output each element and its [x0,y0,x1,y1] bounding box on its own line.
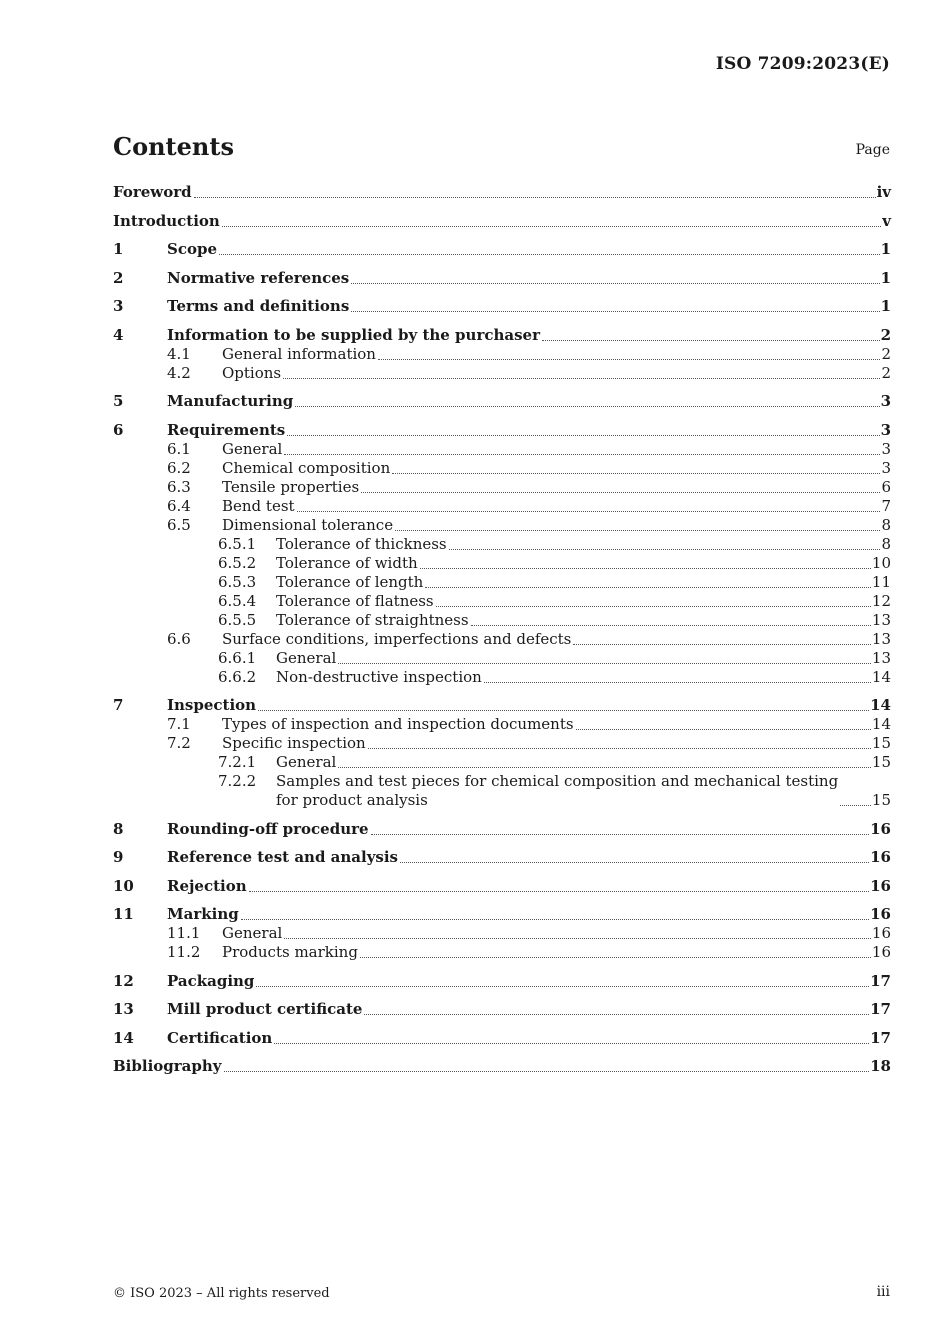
toc-entry-page: 16 [870,905,891,923]
dot-leader [425,587,871,588]
toc-entry-page: 3 [881,458,891,477]
toc-entry[interactable] [113,877,891,896]
dot-leader [573,644,871,645]
toc-entry-page: 3 [880,392,891,410]
toc-entry-number: 6.4 [167,496,191,515]
dot-leader [256,986,869,987]
toc-entry-title: General [222,924,283,942]
toc-entry-number: 6.5.1 [218,534,257,553]
toc-entry-number: 7.2.1 [218,753,257,771]
toc-entry-page: 17 [870,1028,891,1047]
toc-entry-number: 10 [113,876,134,895]
dot-leader [284,938,871,939]
toc-entry[interactable] [113,668,891,687]
toc-entry-page: 15 [871,753,891,771]
toc-entry-page: 15 [871,791,891,809]
dot-leader [274,1043,869,1044]
dot-leader [395,530,880,531]
toc-entry-number: 2 [113,268,124,287]
toc-entry[interactable] [113,326,891,345]
dot-leader [287,435,879,436]
dot-leader [371,834,870,835]
toc-entry[interactable] [113,848,891,867]
toc-entry-page: 17 [870,1000,891,1018]
dot-leader [471,625,871,626]
toc-entry[interactable] [113,440,891,459]
toc-entry-number: 6.5 [167,515,191,534]
toc-entry-title: General information [222,344,376,363]
toc-entry-title: Marking [167,905,239,923]
toc-entry[interactable] [113,573,891,592]
toc-entry-page: 14 [871,715,891,733]
toc-entry-page: 11 [871,572,891,591]
dot-leader [360,957,871,958]
dot-leader [338,663,871,664]
toc-entry-title: Information to be supplied by the purchaser [167,325,540,344]
toc-entry[interactable] [113,649,891,668]
toc-entry-number: 6.6 [167,629,191,648]
toc-entry-title: Terms and definitions [167,297,350,315]
toc-entry-number: 11.1 [167,924,201,942]
toc-entry-page: 8 [881,534,891,553]
toc-entry-page: 3 [880,420,891,439]
toc-entry-page: iv [876,183,891,201]
toc-entry-title: Normative references [167,268,350,287]
document-id: ISO 7209:2023(E) [715,54,890,74]
dot-leader [361,492,880,493]
toc-entry-page: 16 [870,876,891,895]
toc-entry-title: Products marking [222,943,358,961]
toc-entry[interactable] [113,715,891,734]
dot-leader [542,340,880,341]
toc-entry-title: Bibliography [113,1057,222,1075]
toc-entry[interactable] [113,753,891,772]
toc-entry[interactable] [113,943,891,962]
toc-entry-number: 3 [113,297,124,315]
toc-entry-page: 14 [871,667,891,686]
dot-leader [295,406,879,407]
toc-entry-page: 16 [870,848,891,866]
toc-entry[interactable] [113,459,891,478]
toc-entry-title: Bend test [222,496,295,515]
toc-entry-title: Tolerance of thickness [276,534,447,553]
toc-entry[interactable] [113,905,891,924]
dot-leader [364,1014,869,1015]
toc-entry-page: 13 [871,610,891,629]
toc-entry[interactable] [113,924,891,943]
toc-entry-page: 17 [870,971,891,990]
toc-entry-page: v [882,211,891,230]
toc-entry-number: 4 [113,325,124,344]
toc-entry-title: Chemical composition [222,458,391,477]
toc-entry[interactable] [113,345,891,364]
dot-leader [378,359,880,360]
toc-entry-title: Inspection [167,696,257,714]
toc-entry-title: Introduction [113,211,220,230]
toc-entry-number: 7.1 [167,715,191,733]
toc-entry[interactable] [113,1057,891,1076]
toc-entry-page: 2 [881,344,891,363]
toc-entry-number: 6 [113,420,124,439]
dot-leader [576,729,871,730]
dot-leader [368,748,871,749]
toc-entry-title: Samples and test pieces for chemical composition and mechanical testing for product analysis [276,772,839,809]
toc-entry-number: 11 [113,905,134,923]
toc-entry-number: 6.6.2 [218,667,257,686]
toc-entry-page: 6 [881,477,891,496]
toc-entry-title: Rounding-off procedure [167,819,369,838]
toc-entry-title: Surface conditions, imperfections and defects [222,629,572,648]
toc-entry-title: Tolerance of flatness [276,591,434,610]
toc-entry-title: General [222,439,283,458]
dot-leader [224,1071,870,1072]
table-of-contents [113,183,891,1076]
toc-entry-page: 1 [880,268,891,287]
toc-entry-number: 7 [113,696,124,714]
toc-entry[interactable] [113,269,891,288]
dot-leader [249,891,869,892]
dot-leader [219,254,880,255]
dot-leader [222,226,881,227]
toc-entry-number: 6.5.5 [218,610,257,629]
toc-entry-page: 13 [871,648,891,667]
toc-entry[interactable] [113,212,891,231]
toc-entry-number: 6.5.3 [218,572,257,591]
toc-entry-page: 2 [880,325,891,344]
toc-entry[interactable] [113,240,891,259]
toc-entry-title: Reference test and analysis [167,848,399,866]
toc-entry-title: Tolerance of straightness [276,610,469,629]
toc-entry-number: 11.2 [167,943,201,961]
toc-entry[interactable] [113,630,891,649]
dot-leader [283,378,880,379]
toc-entry[interactable] [113,516,891,535]
toc-entry-page: 18 [870,1057,891,1075]
toc-entry-number: 6.2 [167,458,191,477]
toc-entry[interactable] [113,772,891,810]
toc-entry[interactable] [113,592,891,611]
toc-entry[interactable] [113,421,891,440]
dot-leader [194,197,876,198]
toc-entry-number: 6.3 [167,477,191,496]
toc-entry[interactable] [113,497,891,516]
dot-leader [400,862,869,863]
page-number: iii [876,1284,890,1300]
toc-entry-title: General [276,753,337,771]
dot-leader [297,511,881,512]
toc-entry[interactable] [113,297,891,316]
toc-entry-page: 1 [880,240,891,258]
toc-entry-title: Packaging [167,971,255,990]
dot-leader [258,710,869,711]
toc-entry[interactable] [113,1029,891,1048]
toc-entry[interactable] [113,478,891,497]
toc-entry[interactable] [113,392,891,411]
toc-entry-title: Requirements [167,420,286,439]
dot-leader [351,283,879,284]
toc-entry-title: Tolerance of width [276,553,418,572]
toc-entry-title: Manufacturing [167,392,294,410]
toc-entry-title: Tolerance of length [276,572,424,591]
page-column-label: Page [855,142,890,158]
toc-entry-number: 4.2 [167,363,191,382]
toc-entry[interactable] [113,696,891,715]
toc-entry-title: Foreword [113,183,192,201]
dot-leader [449,549,881,550]
toc-entry-number: 6.1 [167,439,191,458]
toc-entry-page: 10 [871,553,891,572]
toc-entry-number: 7.2 [167,734,191,752]
toc-entry-number: 9 [113,848,124,866]
toc-entry-title: Tensile properties [222,477,360,496]
toc-entry-number: 13 [113,1000,134,1018]
toc-entry-page: 14 [870,696,891,714]
toc-entry-number: 4.1 [167,344,191,363]
toc-entry[interactable] [113,535,891,554]
dot-leader [436,606,871,607]
toc-entry-title: Non-destructive inspection [276,667,482,686]
toc-entry-page: 16 [870,819,891,838]
dot-leader [840,805,871,806]
toc-entry[interactable] [113,972,891,991]
toc-entry-number: 14 [113,1028,134,1047]
toc-entry-page: 2 [881,363,891,382]
toc-entry-title: Scope [167,240,218,258]
toc-entry-title: Specific inspection [222,734,366,752]
toc-entry-title: General [276,648,337,667]
toc-entry-page: 13 [871,629,891,648]
toc-entry-number: 7.2.2 [218,772,257,790]
contents-heading: Contents [113,132,234,161]
toc-entry-page: 3 [881,439,891,458]
toc-entry-title: Dimensional tolerance [222,515,394,534]
toc-entry-page: 16 [871,924,891,942]
toc-entry-page: 16 [871,943,891,961]
toc-entry-number: 6.6.1 [218,648,257,667]
toc-entry-page: 1 [880,297,891,315]
dot-leader [392,473,880,474]
toc-entry[interactable] [113,611,891,630]
toc-entry[interactable] [113,183,891,202]
toc-entry[interactable] [113,734,891,753]
dot-leader [284,454,880,455]
dot-leader [420,568,871,569]
toc-entry-number: 6.5.4 [218,591,257,610]
toc-entry-number: 6.5.2 [218,553,257,572]
toc-entry-title: Options [222,363,282,382]
toc-entry[interactable] [113,1000,891,1019]
toc-entry-page: 12 [871,591,891,610]
toc-entry-number: 12 [113,971,134,990]
toc-entry[interactable] [113,364,891,383]
dot-leader [484,682,871,683]
toc-entry-title: Mill product certificate [167,1000,363,1018]
toc-entry-number: 8 [113,819,124,838]
dot-leader [241,919,869,920]
toc-entry-title: Types of inspection and inspection documents [222,715,574,733]
toc-entry-page: 15 [871,734,891,752]
dot-leader [351,311,879,312]
toc-entry[interactable] [113,554,891,573]
toc-entry-title: Certification [167,1028,273,1047]
toc-entry[interactable] [113,820,891,839]
dot-leader [338,767,871,768]
toc-entry-number: 1 [113,240,124,258]
toc-entry-number: 5 [113,392,124,410]
toc-entry-page: 8 [881,515,891,534]
toc-entry-page: 7 [881,496,891,515]
toc-entry-title: Rejection [167,876,247,895]
copyright-notice: © ISO 2023 – All rights reserved [113,1286,330,1301]
